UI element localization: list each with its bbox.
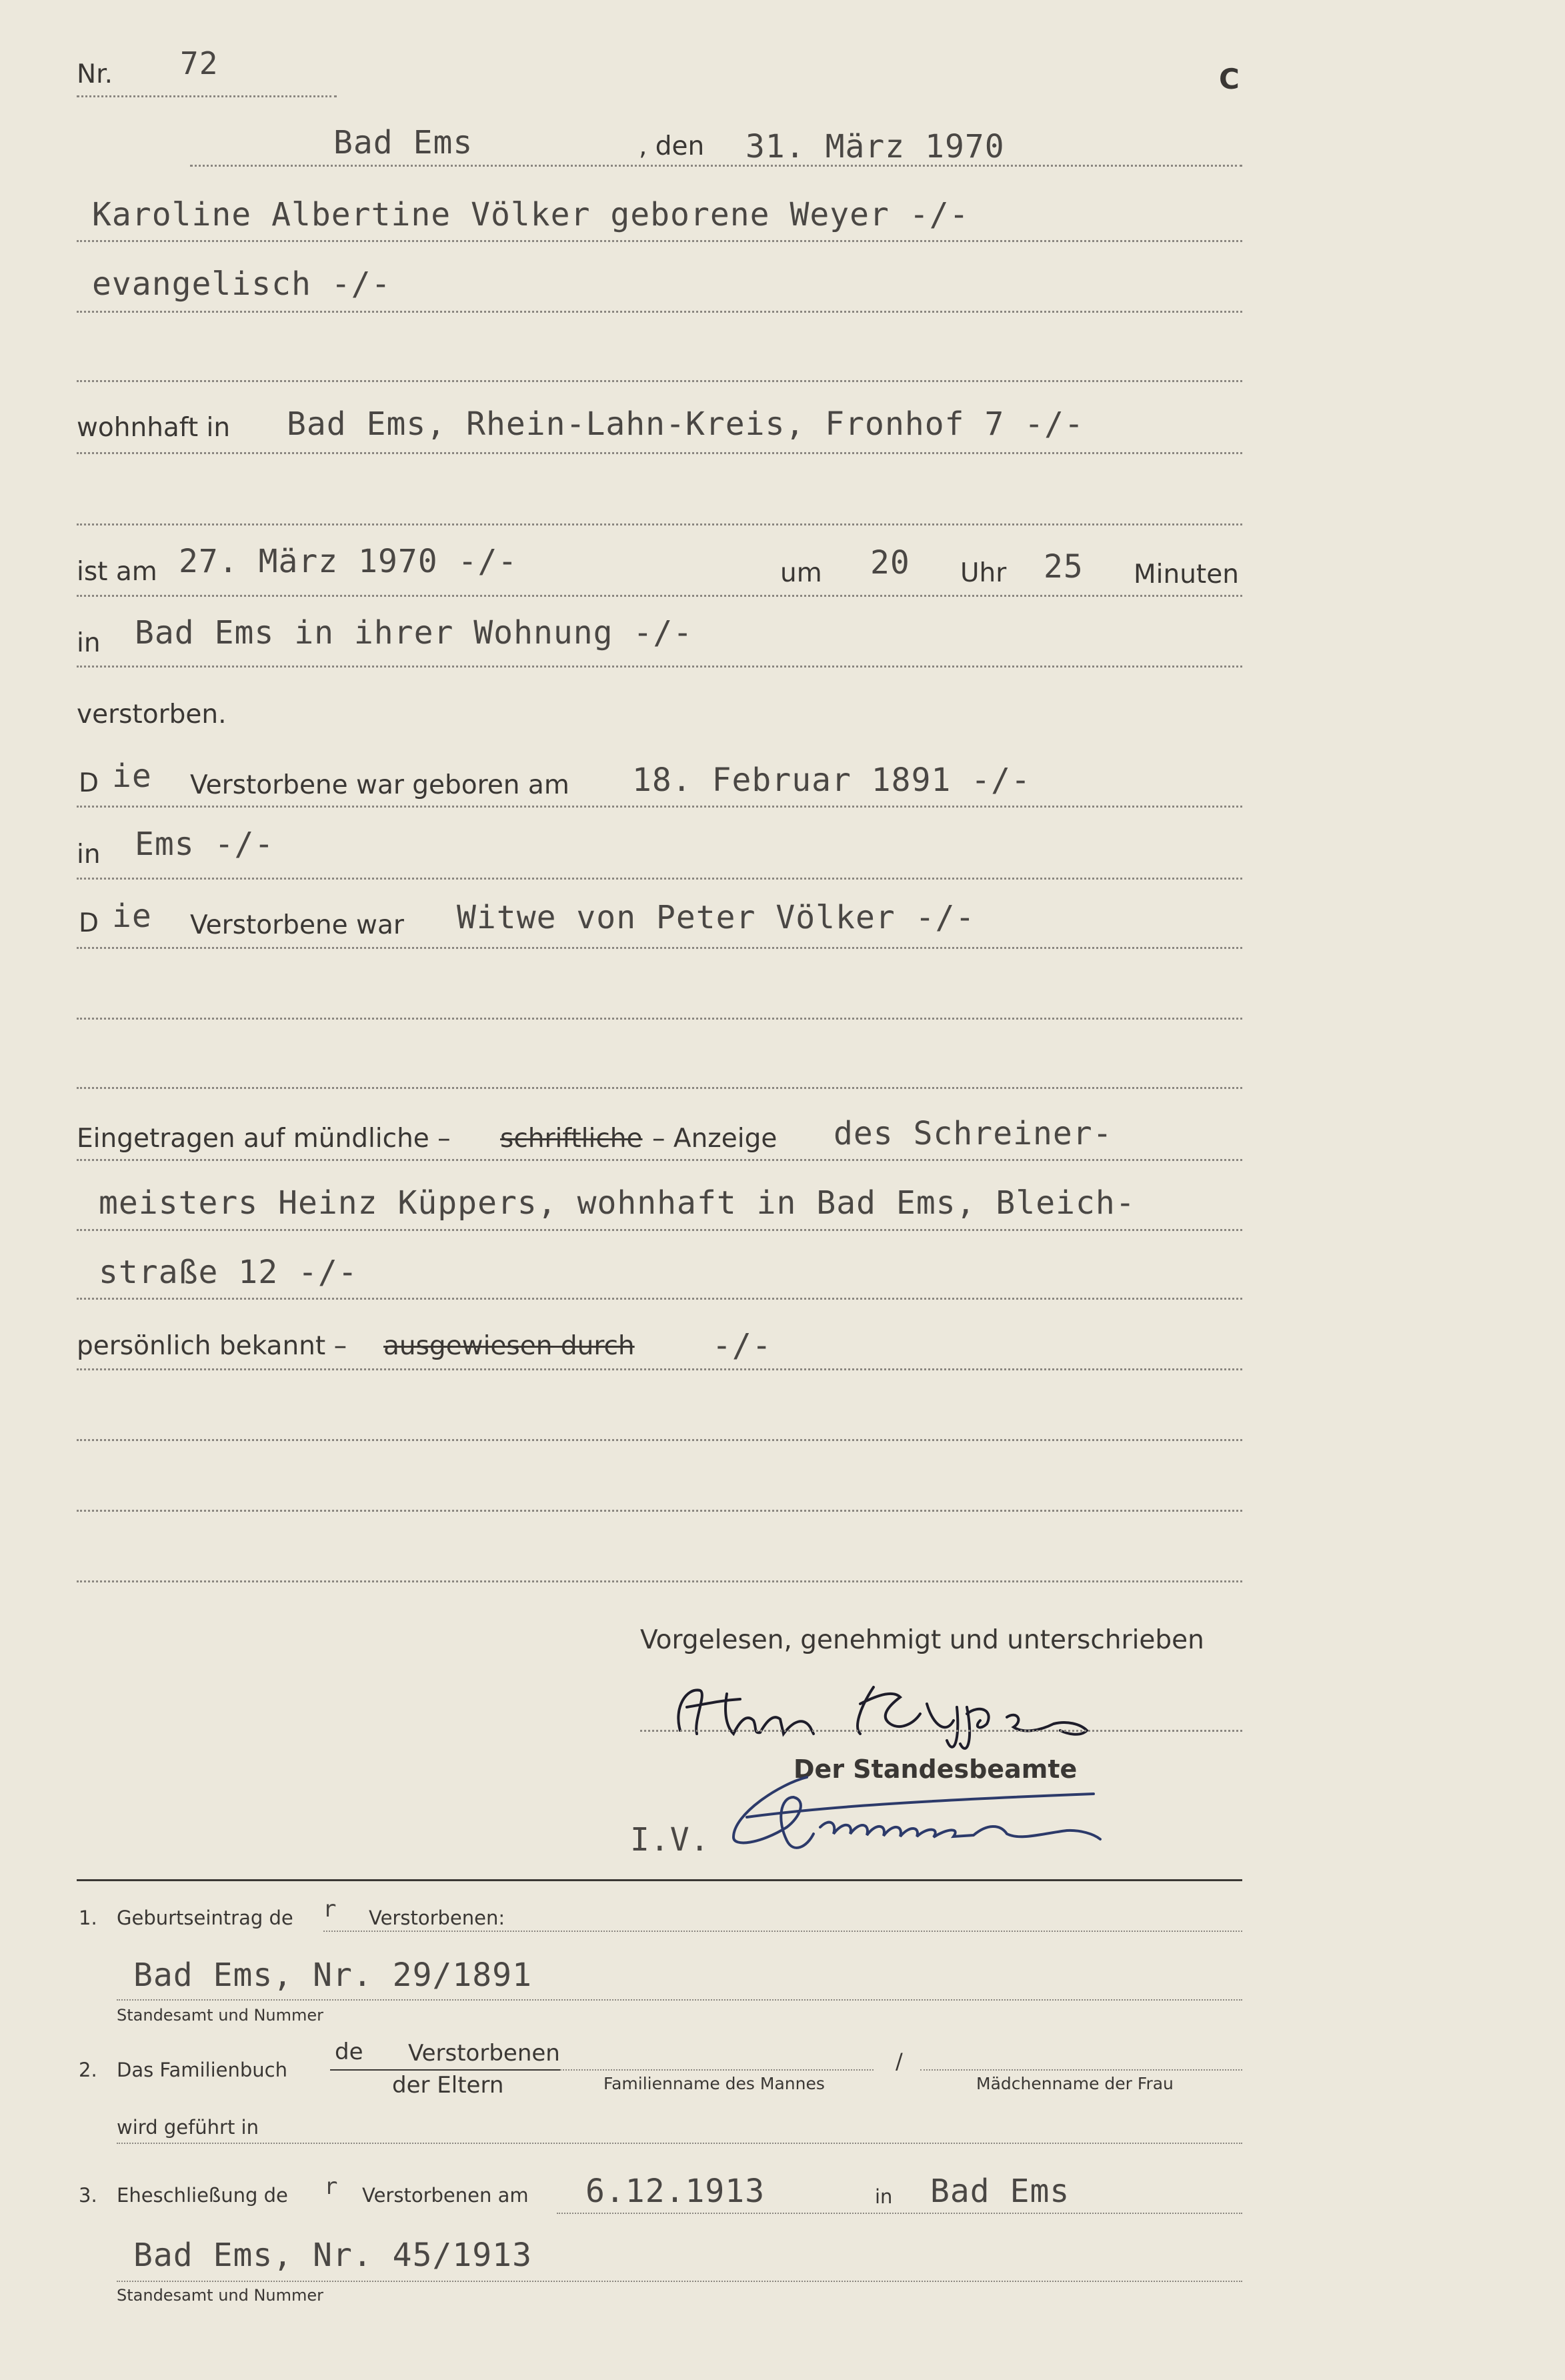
rule (77, 1510, 1242, 1512)
death-place: Bad Ems in ihrer Wohnung -/- (135, 614, 693, 652)
rule (117, 2143, 1242, 2144)
verstorben-label: verstorben. (77, 700, 227, 730)
known-struck: ausgewiesen durch (383, 1331, 635, 1361)
rule (77, 1439, 1242, 1441)
header-rule (190, 165, 1242, 167)
registration-text-line3: straße 12 -/- (99, 1254, 358, 1291)
note1-caption: Standesamt und Nummer (117, 2006, 324, 2025)
rule (560, 2069, 874, 2071)
note1-value: Bad Ems, Nr. 29/1891 (133, 1957, 532, 1994)
signature-2-image (720, 1760, 1120, 1861)
note2-slash: / (896, 2049, 903, 2074)
death-minutes: 25 (1044, 548, 1084, 585)
note3-label-sup: r (324, 2173, 339, 2200)
status-d-prefix: D (79, 908, 99, 938)
deceased-residence: Bad Ems, Rhein-Lahn-Kreis, Fronhof 7 -/- (287, 405, 1084, 443)
registration-label-prefix: Eingetragen auf mündliche – (77, 1124, 451, 1154)
ist-am-label: ist am (77, 557, 157, 587)
note3-caption: Standesamt und Nummer (117, 2286, 324, 2305)
minuten-label: Minuten (1134, 559, 1239, 589)
note3-in: in (875, 2185, 893, 2208)
death-hour: 20 (870, 544, 910, 581)
rule (77, 1580, 1242, 1582)
rule (77, 1018, 1242, 1020)
note1-label-sup: r (323, 1896, 337, 1923)
rule (323, 1931, 1242, 1932)
rule (77, 878, 1242, 880)
header-date: 31. März 1970 (745, 128, 1005, 165)
rule (77, 311, 1242, 313)
den-label: , den (639, 131, 705, 161)
note2-de: de (335, 2039, 363, 2065)
nr-value: 72 (180, 45, 219, 81)
rule (77, 1298, 1242, 1300)
note2-familienname: Familienname des Mannes (603, 2074, 825, 2093)
status-label: Verstorbene war (190, 910, 404, 940)
note3-place: Bad Ems (930, 2173, 1070, 2210)
birth-label: Verstorbene war geboren am (190, 770, 569, 800)
note1-label-b: Verstorbenen: (369, 1907, 505, 1929)
birth-date: 18. Februar 1891 -/- (632, 762, 1031, 799)
rule (117, 2281, 1242, 2282)
rule (77, 595, 1242, 597)
rule (77, 1159, 1242, 1161)
note2-fraction-bar (330, 2069, 560, 2071)
note1-number: 1. (79, 1907, 97, 1929)
note1-label-a: Geburtseintrag de (117, 1907, 293, 1929)
rule (557, 2213, 1242, 2214)
rule (77, 806, 1242, 808)
note3-label-b: Verstorbenen am (362, 2184, 529, 2207)
registration-text-line2: meisters Heinz Küppers, wohnhaft in Bad Ems, Bleich- (99, 1184, 1136, 1222)
rule (117, 1999, 1242, 2001)
notes-separator (77, 1879, 1242, 1881)
death-date: 27. März 1970 -/- (179, 543, 518, 580)
rule (77, 452, 1242, 454)
note2-verstorbenen: Verstorbenen (408, 2040, 560, 2067)
signature-1-image (660, 1667, 1114, 1754)
deceased-religion: evangelisch -/- (92, 265, 391, 303)
status-value: Witwe von Peter Völker -/- (457, 899, 976, 936)
note3-label-a: Eheschließung de (117, 2184, 288, 2207)
read-approved-text: Vorgelesen, genehmigt und unterschrieben (640, 1625, 1204, 1655)
note2-eltern: der Eltern (392, 2072, 504, 2099)
rule (640, 1730, 1242, 1732)
rule (77, 523, 1242, 525)
rule (920, 2069, 1242, 2071)
note2-maedchenname: Mädchenname der Frau (976, 2074, 1174, 2093)
note2-gefuehrt: wird geführt in (117, 2116, 259, 2139)
birth-place: Ems -/- (135, 826, 275, 863)
birth-d-suffix: ie (112, 758, 152, 795)
nr-label: Nr. (77, 59, 113, 89)
birth-in-label: in (77, 840, 101, 870)
registration-text-line1: des Schreiner- (834, 1115, 1113, 1152)
header-place: Bad Ems (333, 124, 473, 161)
rule (77, 1368, 1242, 1370)
note3-date: 6.12.1913 (585, 2173, 765, 2210)
um-label: um (780, 558, 822, 588)
residence-label: wohnhaft in (77, 413, 231, 443)
known-label: persönlich bekannt – (77, 1331, 347, 1361)
iv-label: I.V. (630, 1821, 710, 1859)
note2-label: Das Familienbuch (117, 2059, 287, 2081)
rule (77, 666, 1242, 668)
rule (77, 1087, 1242, 1089)
death-in-label: in (77, 628, 101, 658)
rule (77, 240, 1242, 242)
rule (77, 1229, 1242, 1231)
rule (77, 947, 1242, 949)
register-letter: C (1219, 63, 1240, 95)
note3-number: 3. (79, 2184, 97, 2207)
status-d-suffix: ie (112, 898, 152, 935)
note2-number: 2. (79, 2059, 97, 2081)
nr-rule (77, 95, 337, 97)
registration-label-struck: schriftliche (500, 1124, 643, 1154)
rule (77, 380, 1242, 382)
uhr-label: Uhr (960, 558, 1007, 588)
known-value: -/- (712, 1327, 772, 1364)
registration-label-suffix: – Anzeige (652, 1124, 777, 1154)
registrar-title: Der Standesbeamte (794, 1754, 1078, 1784)
note3-value: Bad Ems, Nr. 45/1913 (133, 2237, 532, 2274)
deceased-name: Karoline Albertine Völker geborene Weyer -/- (92, 196, 970, 233)
birth-d-prefix: D (79, 768, 99, 798)
